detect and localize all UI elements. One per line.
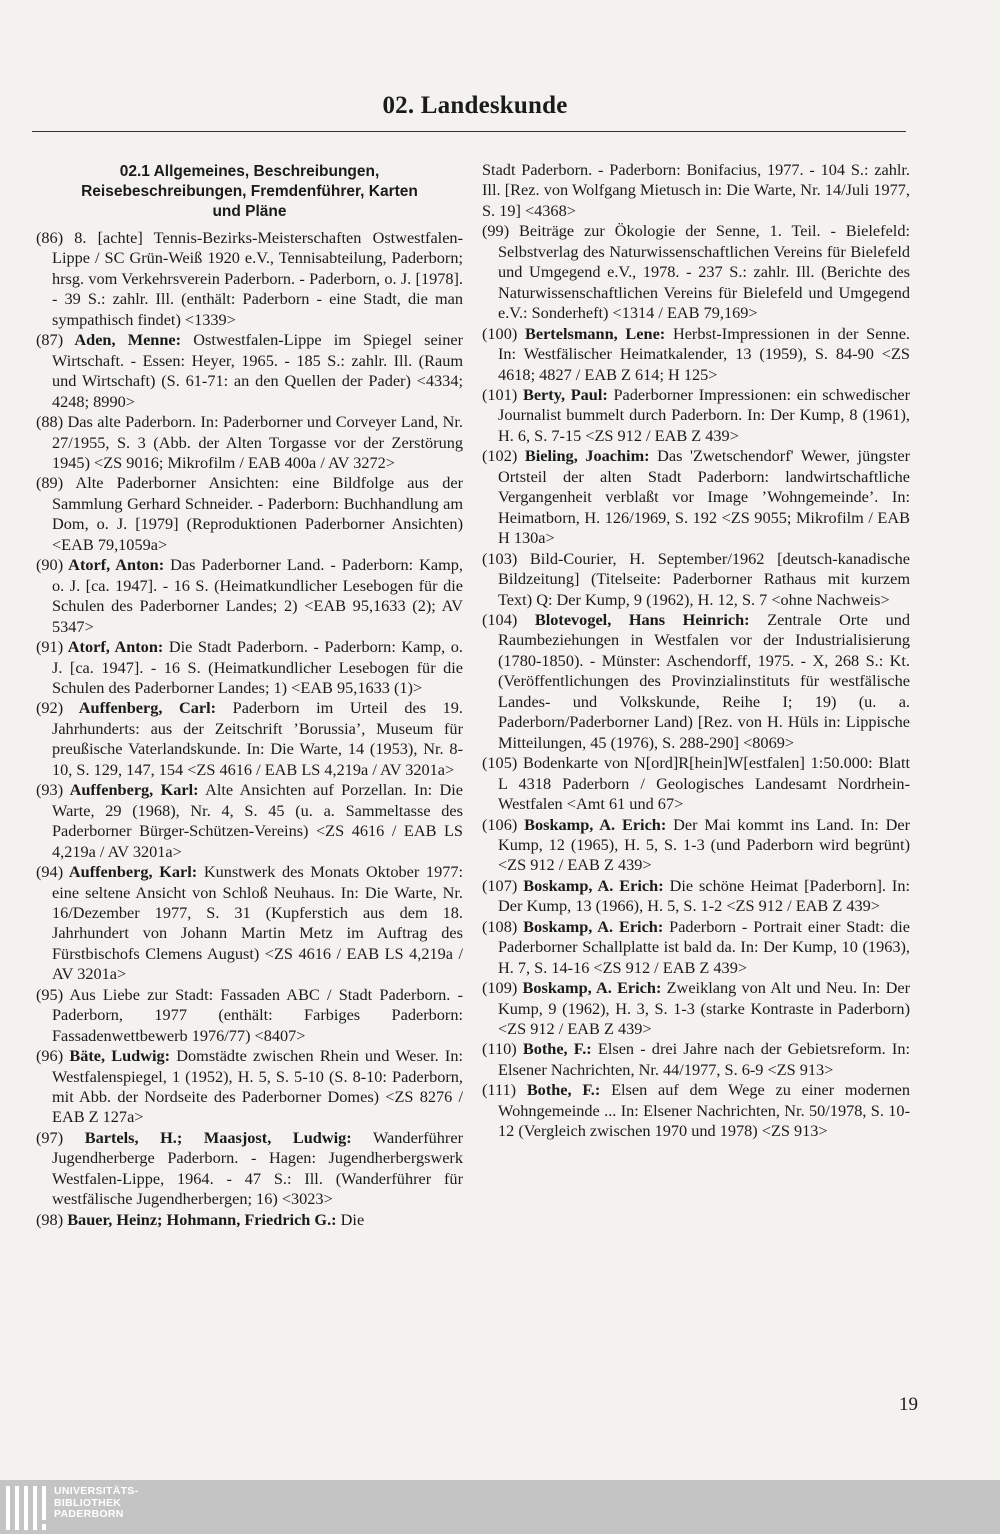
section-heading xyxy=(36,160,463,228)
bibliography-entry xyxy=(482,876,910,917)
entry-number: (94) xyxy=(36,862,64,882)
section-heading-line: 02.1 Allgemeines, Beschreibungen, xyxy=(119,163,380,180)
entry-text: Zweiklang von Alt und Neu. In: Der Kump, 9 (1962), H. 3, S. 1-3 (starke Kontraste in Paderborn) <ZS 912 / EAB Z 439> xyxy=(498,978,910,1039)
entry-number: (106) xyxy=(482,814,518,834)
entry-text: 8. [achte] Tennis-Bezirks-Meisterschaften Ostwestfalen-Lippe / SC Grün-Weiß 1920 e.V., Tennisabteilung, Paderborn; hrsg. vom Verkehrsverein Paderborn. - Paderborn, o. J. [1978]. - 39 S.: zahlr. Ill. (enthält: Paderborn - eine Stadt, die man sympathisch findet) <1339> xyxy=(52,228,463,329)
entry-number: (109) xyxy=(482,978,518,998)
bibliography-entry xyxy=(36,862,463,985)
bibliography-entry xyxy=(482,1039,910,1080)
entry-number: (98) xyxy=(36,1209,64,1229)
entry-text: Bild-Courier, H. September/1962 [deutsch-kanadische Bildzeitung] (Titelseite: Paderborner Rathaus mit kurzem Text) Q: Der Kump, 9 (1962), H. 12, S. 7 <ohne Nachweis> xyxy=(498,548,910,609)
entry-text: Alte Paderborner Ansichten: eine Bildfolge aus der Sammlung Gerhard Schneider. - Paderborn: Buchhandlung am Dom, o. J. [1979] (Reproduktionen Paderborner Ansichten) <EAB 79,1059a> xyxy=(52,473,463,554)
entry-number: (93) xyxy=(36,780,64,800)
logo-line: UNIVERSITÄTS- xyxy=(54,1485,139,1497)
bibliography-entry xyxy=(36,412,463,473)
entry-number: (87) xyxy=(36,330,64,350)
entry-text: Paderborn - Portrait einer Stadt: die Paderborner Schallplatte ist bald da. In: Der Kump, 10 (1963), H. 7, S. 14-16 <ZS 912 / EAB Z 439> xyxy=(498,916,911,977)
left-column xyxy=(36,160,463,1230)
entry-text: Aus Liebe zur Stadt: Fassaden ABC / Stadt Paderborn. - Paderborn, 1977 (enthält: Farbiges Paderborn: Fassadenwettbewerb 1976/77) <8407> xyxy=(52,984,463,1045)
entry-text: Die schöne Heimat [Paderborn]. In: Der Kump, 13 (1966), H. 5, S. 1-2 <ZS 912 / EAB Z 439> xyxy=(498,875,911,916)
entry-author: Bauer, Heinz; Hohmann, Friedrich G.: xyxy=(63,1209,337,1229)
entry-author: Auffenberg, Carl: xyxy=(63,698,217,718)
entry-text: Paderborner Impressionen: ein schwedischer Journalist bummelt durch Paderborn. In: Der Kump, 8 (1961), H. 6, S. 7-15 <ZS 912 / EAB Z 439> xyxy=(498,384,910,445)
bibliography-entry xyxy=(482,610,910,753)
entry-text: Das alte Paderborn. In: Paderborner und Corveyer Land, Nr. 27/1955, S. 3 (Abb. der Alten Torgasse vor der Zerstörung 1945) <ZS 9016; Mikrofilm / EAB 400a / AV 3272> xyxy=(52,412,463,472)
entry-author: Bothe, F.: xyxy=(516,1039,592,1059)
entry-author: Boskamp, A. Erich: xyxy=(517,978,662,998)
entry-author: Blotevogel, Hans Heinrich: xyxy=(517,609,750,629)
bibliography-entry xyxy=(482,917,910,978)
page-number: 19 xyxy=(899,1394,918,1415)
entry-number: (97) xyxy=(36,1127,64,1147)
entry-number: (96) xyxy=(36,1046,64,1066)
entry-author: Auffenberg, Karl: xyxy=(63,862,198,882)
entry-number: (99) xyxy=(482,221,510,241)
entry-number: (108) xyxy=(482,916,518,936)
bibliography-entry xyxy=(482,324,910,385)
entry-text: Das 'Zwetschendorf' Wewer, jüngster Ortsteil der alten Stadt Paderborn: landwirtschaftliche Vergangenheit verblaßt vor Image ’Wohngemeinde’. In: Heimatborn, H. 126/1969, S. 192 <ZS 9055; Mikrofilm / EAB H 130a> xyxy=(498,446,910,548)
page-title: 02. Landeskunde xyxy=(382,92,568,119)
bibliography-entry xyxy=(36,555,463,637)
entry-number: (101) xyxy=(482,384,518,404)
entry-author: Boskamp, A. Erich: xyxy=(517,875,664,895)
library-logo xyxy=(0,1482,170,1534)
entry-number: (90) xyxy=(36,555,64,575)
bibliography-entry xyxy=(36,1210,463,1230)
entry-continuation: Stadt Paderborn. - Paderborn: Bonifacius, 1977. - 104 S.: zahlr. Ill. [Rez. von Wolfgang Mietusch in: Die Warte, Nr. 14/Juli 1977, S. 19] <4368> xyxy=(482,160,910,220)
bibliography-entry xyxy=(482,978,910,1039)
bibliography-entry xyxy=(482,549,910,610)
entry-author: Boskamp, A. Erich: xyxy=(517,916,664,936)
entry-text: Die Stadt Paderborn. - Paderborn: Kamp, o. J. [ca. 1947]. - 16 S. (Heimatkundlicher Lesebogen für die Schulen des Paderborner Landes; 1) <EAB 95,1633 (1)> xyxy=(52,637,463,697)
bibliography-entry xyxy=(36,985,463,1046)
bibliography-entry xyxy=(36,330,463,412)
logo-line: BIBLIOTHEK xyxy=(54,1496,122,1509)
title-rule xyxy=(32,131,906,132)
entry-number: (110) xyxy=(482,1039,517,1059)
entry-number: (103) xyxy=(482,548,518,568)
section-heading-line: Reisebeschreibungen, Fremdenführer, Karten xyxy=(81,183,418,200)
entry-number: (111) xyxy=(482,1080,517,1100)
bibliography-entry xyxy=(36,780,463,862)
entry-author: Berty, Paul: xyxy=(517,384,608,404)
entry-text: Domstädte zwischen Rhein und Weser. In: Westfalenspiegel, 1 (1952), H. 5, S. 5-10 (S. 8-10: Paderborn, mit Abb. der Nordseite des Paderborner Domes) <ZS 8276 / EAB Z 127a> xyxy=(52,1046,463,1127)
bibliography-entry xyxy=(36,1046,463,1128)
bibliography-entry xyxy=(482,221,910,323)
logo-line: PADERBORN xyxy=(54,1508,124,1520)
entry-author: Atorf, Anton: xyxy=(63,555,165,575)
bibliography-entry xyxy=(36,637,463,698)
entry-number: (95) xyxy=(36,984,64,1004)
bibliography-entry xyxy=(482,446,910,548)
bibliography-entry xyxy=(36,228,463,330)
entry-text: Herbst-Impressionen in der Senne. In: Westfälischer Heimatkalender, 13 (1959), S. 84-90 <ZS 4618; 4827 / EAB Z 614; H 125> xyxy=(498,323,910,384)
bibliography-entry xyxy=(482,385,910,446)
entry-text: Alte Ansichten auf Porzellan. In: Die Warte, 29 (1968), Nr. 4, S. 45 (u. a. Sammeltasse des Paderborner Bürger-Schützen-Vereins) <ZS 4616 / EAB LS 4,219a / AV 3201a> xyxy=(52,780,464,861)
entry-author: Bieling, Joachim: xyxy=(517,446,650,466)
entry-number: (92) xyxy=(36,698,64,718)
bibliography-entry xyxy=(36,698,463,780)
entry-text: Paderborn im Urteil des 19. Jahrhunderts: aus der Zeitschrift ’Borussia’, Museum für preußische Vaterlandskunde. In: Die Warte, 14 (1953), Nr. 8-10, S. 129, 147, 154 <ZS 4616 / EAB LS 4,219a / AV 3201a> xyxy=(52,698,464,779)
bibliography-entry xyxy=(482,1080,910,1141)
entry-number: (100) xyxy=(482,323,518,343)
entry-text: Elsen - drei Jahre nach der Gebietsreform. In: Elsener Nachrichten, Nr. 44/1977, S. 6-9 <ZS 913> xyxy=(498,1039,910,1079)
entry-text: Der Mai kommt ins Land. In: Der Kump, 12 (1965), H. 5, S. 1-3 (und Paderborn wird begrünt) <ZS 912 / EAB Z 439> xyxy=(498,814,911,875)
entry-number: (89) xyxy=(36,473,64,493)
bibliography-entry xyxy=(482,753,910,814)
barcode-logo-icon xyxy=(6,1486,50,1532)
entry-text: Kunstwerk des Monats Oktober 1977: eine seltene Ansicht von Schloß Neuhaus. In: Die Warte, Nr. 16/Dezember 1977, S. 31 (Kupferstich aus dem 18. Jahrhundert von Johann Martin Metz im Auftrag des Fürstbischofs Clemens August) <ZS 4616 / EAB LS 4,219a / AV 3201a> xyxy=(52,862,464,984)
entry-author: Bothe, F.: xyxy=(516,1080,601,1100)
entry-text: Elsen auf dem Wege zu einer modernen Wohngemeinde ... In: Elsener Nachrichten, Nr. 50/1978, S. 10-12 (Vergleich zwischen 1970 und 1978) <ZS 913> xyxy=(498,1080,911,1141)
entry-text: Zentrale Orte und Raumbeziehungen in Westfalen vor der Industrialisierung (1780-1850). - Münster: Aschendorff, 1975. - X, 268 S.: Kt. (Veröffentlichungen des Provinzialinstituts für westfälische Landes- und Volkskunde, Reihe I; 19) (u. a. Paderborn/Paderborner Land) [Rez. von H. Hüls in: Lippische Mitteilungen, 45 (1976), S. 288-290] <8069> xyxy=(498,609,910,752)
entry-number: (91) xyxy=(36,637,64,657)
entry-author: Atorf, Anton: xyxy=(63,637,164,657)
left-entry-list xyxy=(36,228,463,1230)
right-entry-list xyxy=(482,221,910,1141)
entry-author: Boskamp, A. Erich: xyxy=(517,814,667,834)
entry-text: Das Paderborner Land. - Paderborn: Kamp, o. J. [ca. 1947]. - 16 S. (Heimatkundlicher Lesebogen für die Schulen des Paderborner Landes; 2) <EAB 95,1633 (2); AV 5347> xyxy=(52,555,464,636)
bibliography-entry xyxy=(36,473,463,555)
entry-text: Ostwestfalen-Lippe im Spiegel seiner Wirtschaft. - Essen: Heyer, 1965. - 185 S.: zahlr. Ill. (Raum und Wirtschaft) (S. 61-71: an den Quellen der Pader) <4334; 4248; 8990> xyxy=(52,330,463,411)
right-column xyxy=(482,160,910,1142)
section-heading-line: und Pläne xyxy=(212,203,287,220)
logo-text xyxy=(54,1486,138,1521)
entry-number: (104) xyxy=(482,609,518,629)
entry-text: Die xyxy=(336,1209,365,1229)
entry-author: Bäte, Ludwig: xyxy=(63,1046,171,1066)
bibliography-entry xyxy=(36,1128,463,1210)
entry-author: Bartels, H.; Maasjost, Ludwig: xyxy=(63,1127,352,1147)
entry-text: Wanderführer Jugendherberge Paderborn. - Hagen: Jugendherbergswerk Westfalen-Lippe, 1964. - 47 S.: Ill. (Wanderführer für westfälische Jugendherbergen; 16) <3023> xyxy=(52,1127,463,1209)
entry-number: (86) xyxy=(36,228,64,247)
entry-number: (102) xyxy=(482,446,518,466)
entry-text: Beiträge zur Ökologie der Senne, 1. Teil. - Bielefeld: Selbstverlag des Naturwissenschaftlichen Vereins für Bielefeld und Umgegend e.V., 1978. - 237 S.: zahlr. Ill. (Berichte des Naturwissenschaftlichen Vereins für Bielefeld und Umgegend e.V.: Sonderheft) <1314 / EAB 79,169> xyxy=(498,221,910,323)
entry-text: Bodenkarte von N[ord]R[hein]W[estfalen] 1:50.000: Blatt L 4318 Paderborn / Geologisches Landesamt Nordrhein-Westfalen <Amt 61 und 67> xyxy=(498,753,910,814)
bibliography-entry xyxy=(482,815,910,876)
entry-number: (107) xyxy=(482,875,518,895)
entry-author: Auffenberg, Karl: xyxy=(63,780,199,800)
entry-number: (88) xyxy=(36,412,64,432)
entry-author: Bertelsmann, Lene: xyxy=(517,323,666,343)
entry-author: Aden, Menne: xyxy=(63,330,182,350)
entry-number: (105) xyxy=(482,753,518,773)
